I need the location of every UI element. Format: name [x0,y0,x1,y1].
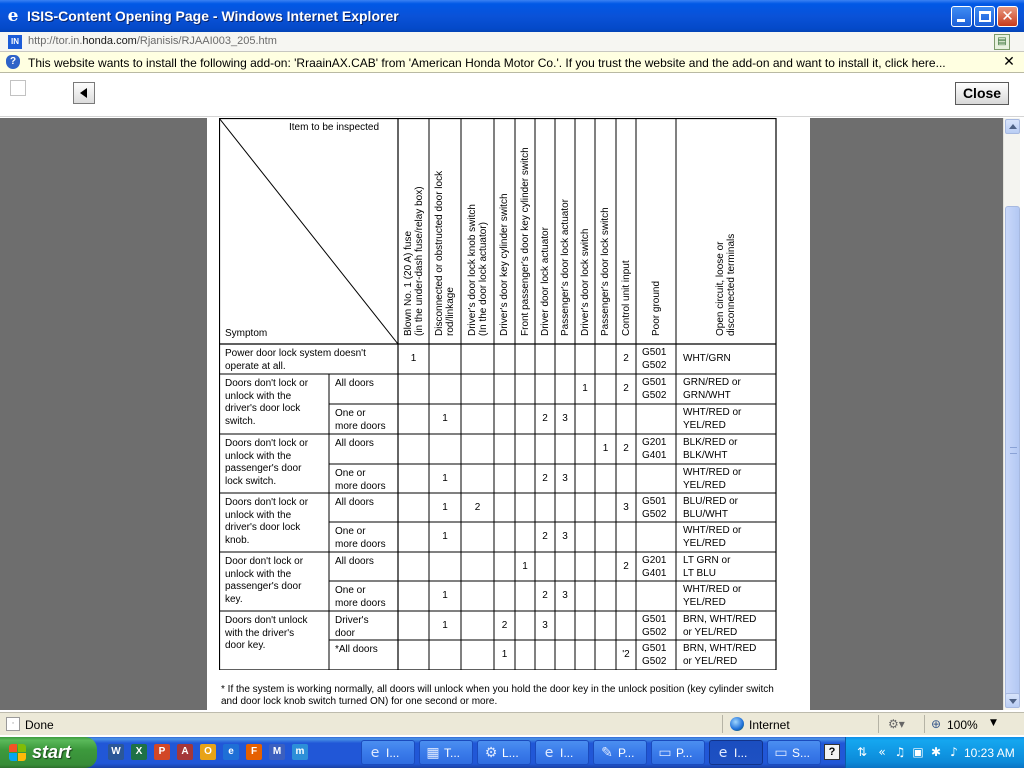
zoom-dropdown-icon[interactable]: ▼ [990,718,997,728]
priority-cell: 3 [562,590,568,601]
ground-location: G501 G502 [642,643,667,667]
terminal-wires: WHT/GRN [683,353,731,364]
priority-cell: 2 [623,383,629,394]
symptom-text: Door don't lock or unlock with the passenger's door key. [225,556,304,605]
terminal-wires: BLK/RED or BLK/WHT [683,437,738,461]
taskbar-button-label: I... [560,746,574,760]
priority-cell: 1 [602,443,609,454]
column-header: Driver door lock actuator [539,227,551,336]
ground-location: G201 G401 [642,437,667,461]
priority-cell: 2 [623,443,629,454]
taskbar-button[interactable] [361,740,415,765]
document-page [207,118,810,710]
symptom-scope: One or more doors [335,585,386,609]
window-title: ISIS-Content Opening Page - Windows Internet Explorer [27,8,399,24]
content-area [0,118,1003,710]
ground-location: G201 G401 [642,555,667,579]
title-bar[interactable] [0,0,1024,32]
symptom-text: Doors don't lock or unlock with the passenger's door lock switch. [225,438,309,487]
page-icon: IN [8,35,22,49]
ie-icon: e [718,745,728,761]
close-icon: ✕ [1001,7,1014,25]
scroll-down-icon [1009,699,1017,704]
column-header: Blown No. 1 (20 A) fuse (in the under-dash fuse/relay box) [402,186,425,336]
priority-cell: 3 [562,531,568,542]
viewer-close-button[interactable]: Close [955,82,1009,105]
tray-arrow-icon[interactable]: « [878,745,886,759]
priority-cell: 2 [501,619,508,631]
column-header: Open circuit, loose or disconnected terminals [715,233,737,336]
address-bar[interactable] [0,32,1024,52]
taskbar-button-label: S... [792,746,811,760]
audio-icon[interactable]: ♫ [894,745,906,759]
clock[interactable]: 10:23 AM [964,746,1015,760]
paint-icon: ✎ [601,745,613,761]
back-button[interactable] [73,82,95,104]
symptom-text: Doors don't unlock with the driver's door key. [225,615,308,651]
ie-icon[interactable]: e [223,744,239,760]
minimize-icon [957,19,965,22]
column-header: Poor ground [650,280,662,336]
priority-cell: 3 [562,472,568,484]
excel-icon[interactable]: X [131,744,147,760]
compatibility-icon[interactable]: ▤ [994,34,1010,50]
firefox-icon[interactable]: F [246,744,262,760]
priority-cell: 2 [542,531,548,542]
priority-cell: 1 [442,501,448,513]
terminal-wires: WHT/RED or YEL/RED [683,467,742,491]
taskbar-button[interactable] [767,740,821,765]
page-status-icon: · [6,717,20,731]
access-icon[interactable]: A [177,744,193,760]
symptom-scope: All doors [335,438,374,449]
media-icon[interactable]: M [269,744,285,760]
terminal-wires: WHT/RED or YEL/RED [683,584,742,608]
ground-location: G501 G502 [642,496,667,520]
status-separator [878,715,879,733]
priority-cell: 1 [442,590,448,601]
column-header: Passenger's door lock switch [600,207,611,336]
folder-icon: ▭ [774,745,788,761]
header-item-to-inspect: Item to be inspected [289,122,380,133]
security-zone[interactable]: Internet [749,718,790,732]
priority-cell: 2 [474,501,481,513]
addon-install-message[interactable]: This website wants to install the following add-on: 'RraainAX.CAB' from 'American Honda Motor Co.'. If you trust the website and the add-on and want to install it, click here... [28,56,946,70]
priority-cell: 1 [442,531,448,542]
terminal-wires: LT GRN or LT BLU [683,555,731,579]
symptom-scope: *All doors [335,644,378,655]
priority-cell: 1 [410,353,417,364]
table-footnote: * If the system is working normally, all doors will unlock when you hold the door key in the unlock position (key cylinder switch and door lock knob switch turned ON) for one second or more. [221,684,774,707]
column-header: Driver's door lock knob switch (In the door lock actuator) [466,204,489,336]
volume-icon[interactable]: ♪ [950,745,958,759]
symptom-text: Power door lock system doesn't operate at all. [225,348,366,372]
priority-cell: 3 [562,413,568,424]
minimize-button[interactable] [951,6,972,27]
header-symptom: Symptom [225,328,268,339]
taskbar-button[interactable] [477,740,531,765]
maximize-icon [979,11,991,22]
protected-mode-icon[interactable]: ⚙▾ [888,717,905,731]
priority-cell: 2 [542,472,548,484]
network-icon[interactable]: ⇅ [856,745,868,759]
terminal-wires: WHT/RED or YEL/RED [683,525,742,549]
taskbar-button-label: I... [734,746,748,760]
priority-cell: '2 [622,649,630,660]
scroll-thumb[interactable] [1005,206,1020,698]
priority-cell: 2 [542,590,548,601]
display-icon[interactable]: ▣ [912,745,924,759]
ie-icon: e [370,745,380,761]
terminal-wires: WHT/RED or YEL/RED [683,407,742,431]
close-window-button[interactable] [997,6,1018,27]
globe-icon [730,717,744,731]
priority-cell: 1 [582,383,588,394]
system-tray [828,737,1024,768]
task-manager-icon: ▦ [426,745,440,761]
taskbar-button-label: T... [444,746,461,760]
scroll-up-button[interactable] [1005,119,1020,134]
zoom-icon: ⊕ [931,717,942,731]
taskbar-button[interactable] [535,740,589,765]
terminal-wires: BRN, WHT/RED or YEL/RED [683,643,757,667]
column-header: Front passenger's door key cylinder switch [519,147,531,336]
left-arrow-icon [80,88,87,98]
folder-icon: ▭ [658,745,672,761]
vertical-scrollbar[interactable] [1003,118,1020,710]
priority-cell: 3 [623,501,629,513]
symptom-scope: All doors [335,497,374,508]
windows-flag-icon [9,744,27,762]
terminal-wires: BRN, WHT/RED or YEL/RED [683,614,757,638]
taskbar-button[interactable] [709,740,763,765]
powerpoint-icon[interactable]: P [154,744,170,760]
shield-icon: ? [6,55,20,69]
symptom-scope: Driver's door [335,615,369,639]
column-header: Control unit input [620,260,632,336]
ground-location: G501 G502 [642,614,667,638]
viewer-toolbar [0,74,1024,117]
table-rule [219,118,398,344]
taskbar-button[interactable] [419,740,473,765]
column-header: Driver's door key cylinder switch [499,193,510,336]
ie-icon: e [7,6,19,26]
symptom-text: Doors don't lock or unlock with the driver's door lock knob. [225,497,309,546]
status-bar [0,712,1024,735]
help-icon[interactable]: ? [824,744,840,760]
column-header: Driver's door lock switch [579,228,591,336]
terminal-wires: BLU/RED or BLU/WHT [683,496,739,520]
grip-icon [1010,447,1017,454]
scroll-down-button[interactable] [1005,693,1020,708]
start-button[interactable] [0,737,97,768]
taskbar-button-label: P... [676,746,693,760]
symptom-scope: All doors [335,378,374,389]
column-header: Passenger's door lock actuator [559,199,571,336]
taskbar-button[interactable] [593,740,647,765]
symptom-scope: One or more doors [335,408,386,432]
priority-cell: 1 [501,649,508,660]
outlook-icon[interactable]: O [200,744,216,760]
infobar-close-icon[interactable]: ✕ [1003,54,1015,70]
priority-cell: 2 [623,353,629,364]
priority-cell: 2 [623,560,629,572]
troubleshooting-table [219,118,779,670]
taskbar-button-label: P... [618,746,635,760]
scroll-up-icon [1009,124,1017,129]
status-text: Done [25,718,54,732]
ie-icon: e [544,745,554,761]
maximize-button[interactable] [974,6,995,27]
taskbar-button-label: L... [502,746,519,760]
status-separator [722,715,723,733]
taskbar [0,737,1024,768]
priority-cell: 3 [542,619,548,631]
priority-cell: 2 [542,413,548,424]
taskbar-button-label: I... [386,746,400,760]
start-label: start [32,742,72,762]
settings-icon: ⚙ [484,745,498,761]
priority-cell: 1 [442,413,448,424]
symptom-scope: All doors [335,556,374,567]
information-bar[interactable] [0,52,1024,73]
priority-cell: 1 [522,560,528,572]
address-url[interactable]: http://tor.in.honda.com/Rjanisis/RJAAI003_205.htm [28,35,277,47]
terminal-wires: GRN/RED or GRN/WHT [683,377,741,401]
symptom-scope: One or more doors [335,526,386,550]
priority-cell: 1 [442,472,448,484]
symptom-scope: One or more doors [335,468,386,492]
ground-location: G501 G502 [642,377,667,401]
column-header: Disconnected or obstructed door lock rod/linkage [434,170,456,336]
symptom-text: Doors don't lock or unlock with the driver's door lock switch. [225,378,309,427]
thumbnail-placeholder-icon [10,80,26,96]
status-separator [924,715,925,733]
security-tray-icon[interactable]: ✱ [930,745,942,759]
priority-cell: 1 [442,619,448,631]
zoom-level[interactable]: 100% [947,718,978,732]
taskbar-button[interactable] [651,740,705,765]
messenger-icon[interactable]: m [292,744,308,760]
ground-location: G501 G502 [642,347,667,371]
word-icon[interactable]: W [108,744,124,760]
